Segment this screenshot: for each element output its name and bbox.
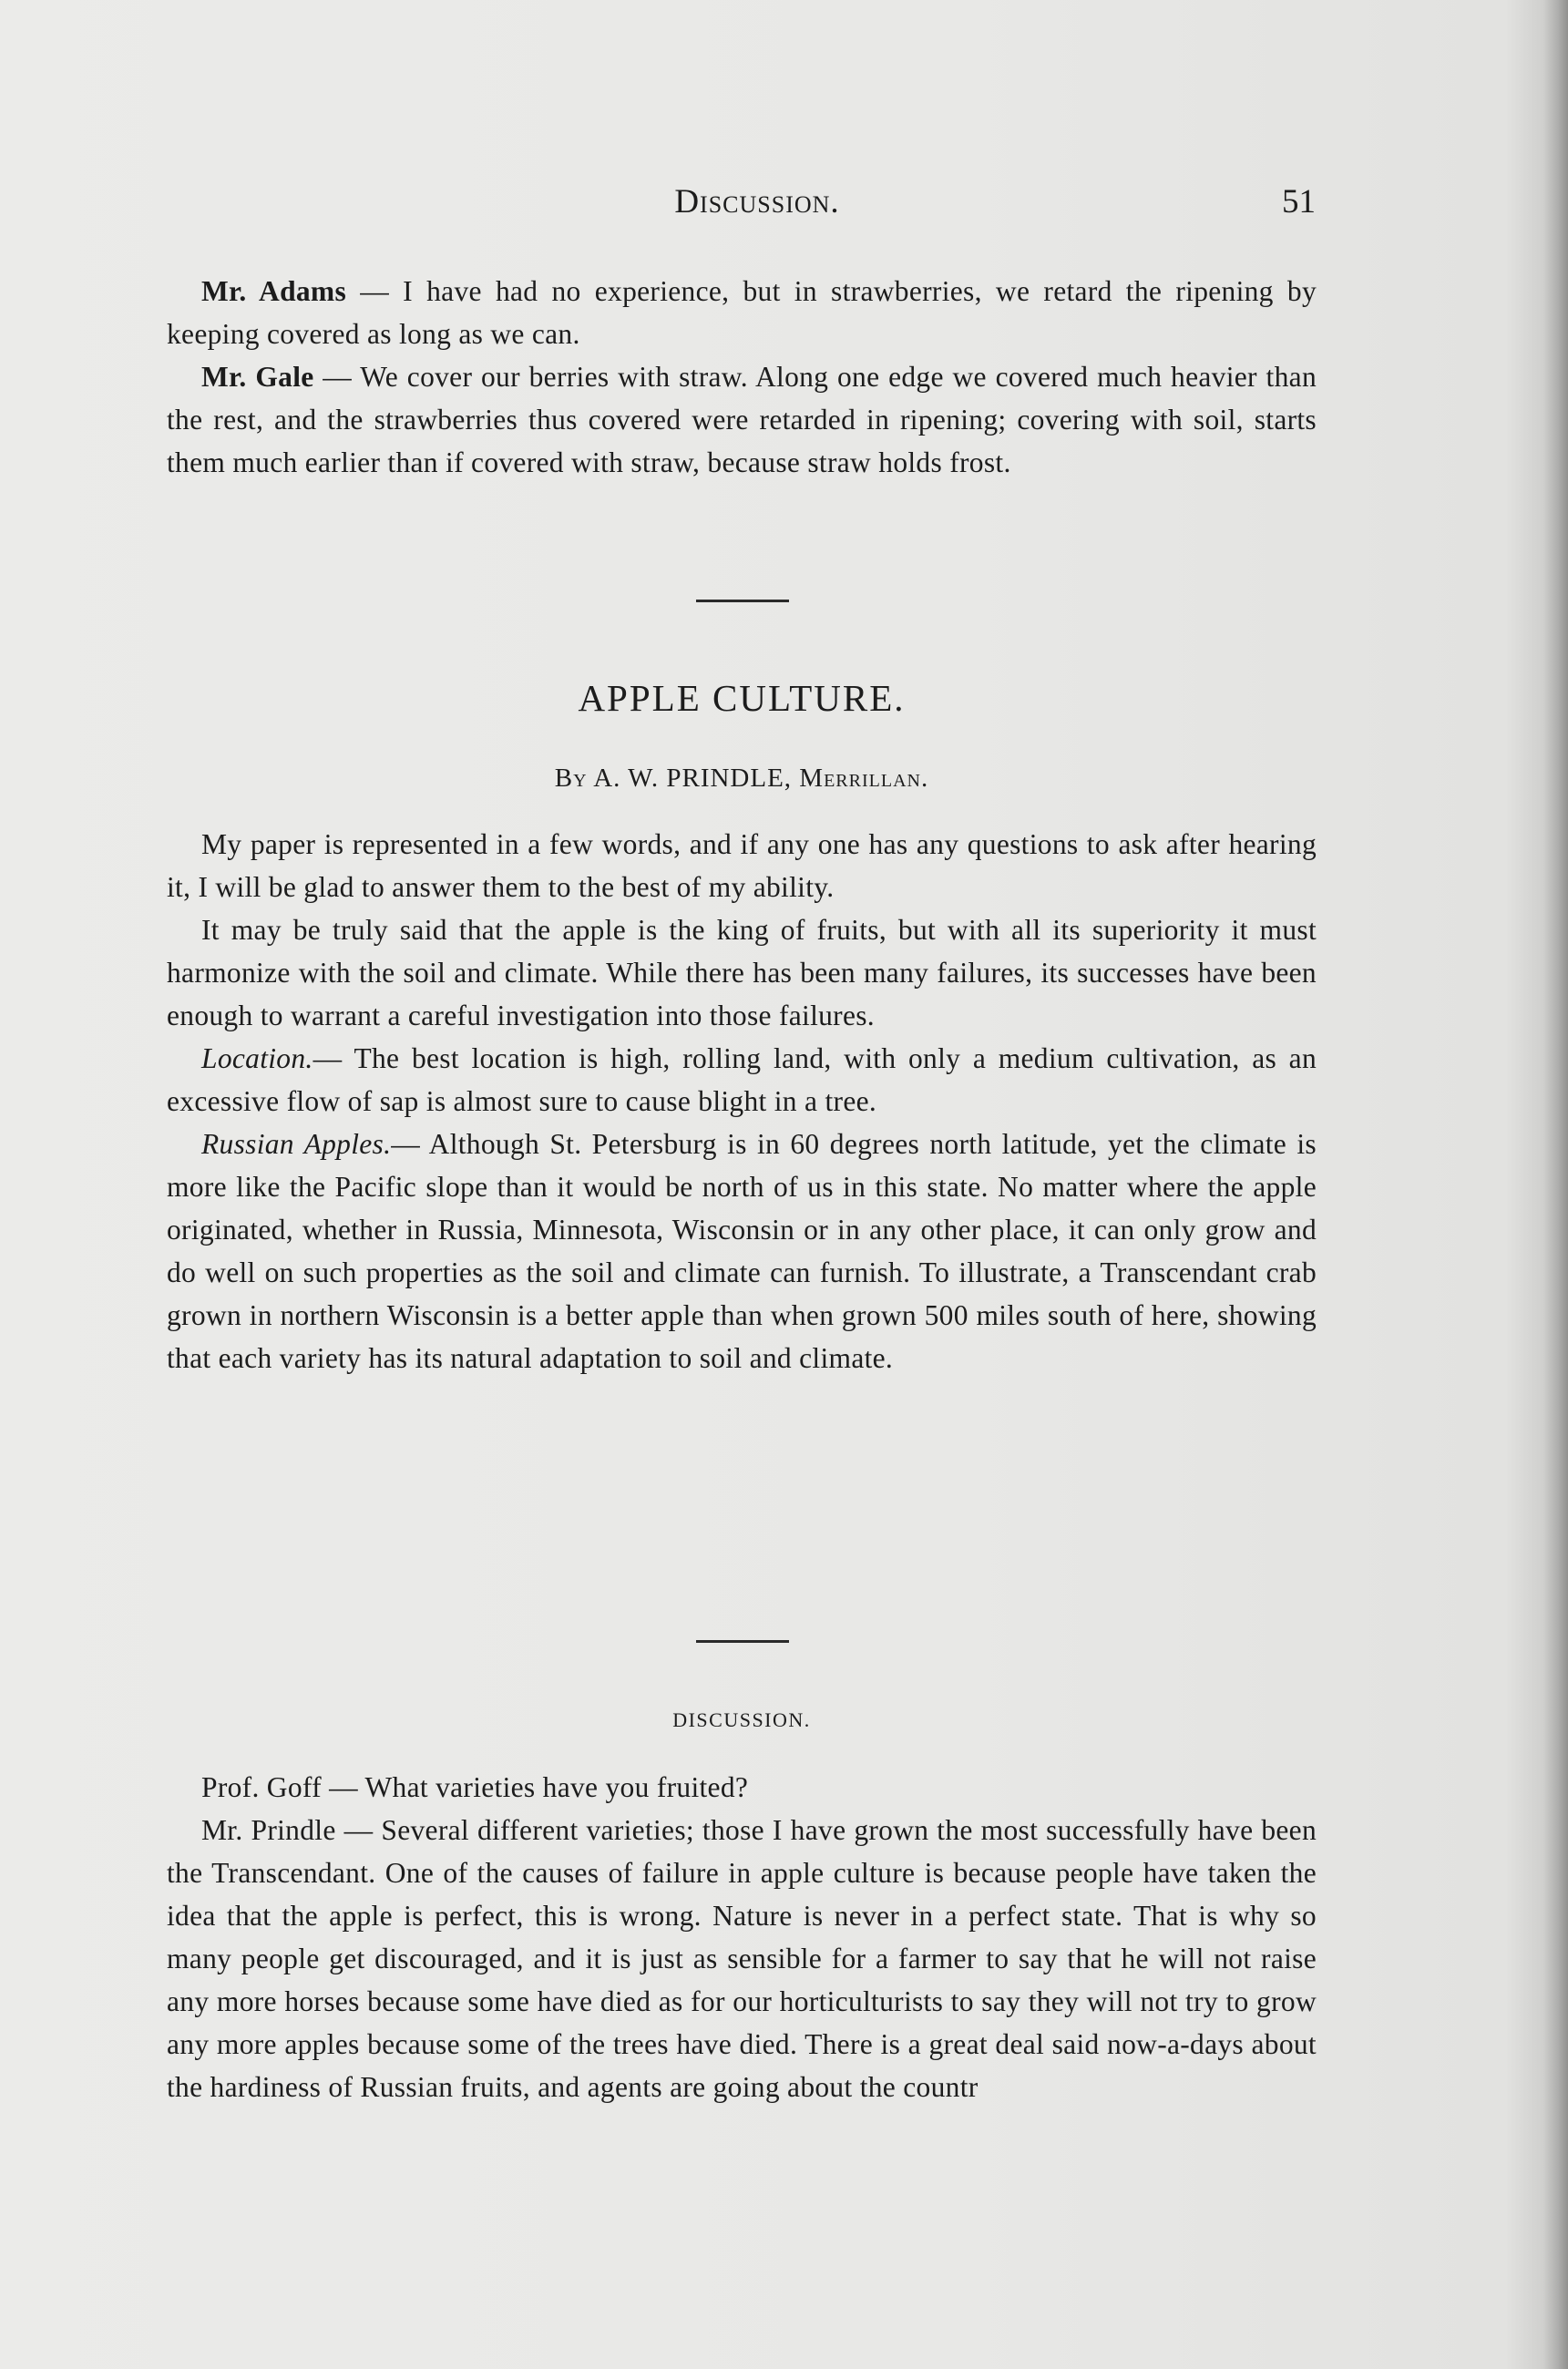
paragraph-text: — Although St. Petersburg is in 60 degrees north latitude, yet the climate is more like the Pacific slope than it would be north of us in this state. No matter where the apple originated, whether in Russia, Minnesota, Wisconsin or in any other place, it can only grow and do well on such properties as the soil and climate can furnish. To illustrate, a Transcendant crab grown in northern Wisconsin is a better apple than when grown 500 miles south of here, showing that each variety has its natural adaptation to soil and climate.	[167, 1128, 1317, 1374]
page-edge-shadow	[1542, 0, 1568, 2369]
discussion-paragraph	[167, 270, 1317, 355]
paragraph-text: — The best location is high, rolling land, with only a medium cultivation, as an excessive flow of sap is almost sure to cause blight in a tree.	[167, 1042, 1317, 1117]
discussion-body	[167, 1766, 1317, 2108]
article-paragraph	[167, 908, 1317, 1037]
discussion-heading: DISCUSSION.	[672, 1708, 811, 1731]
article-paragraph	[167, 1123, 1317, 1379]
running-head-title: Discussion.	[674, 183, 840, 220]
byline-place: Merrillan.	[799, 764, 929, 793]
speaker-text: — We cover our berries with straw. Along one edge we covered much heavier than the rest, and the strawberries thus covered were retarded in ripening; covering with soil, starts them much earlier than if covered with straw, because straw holds frost.	[167, 361, 1317, 478]
article-title: APPLE CULTURE.	[578, 677, 906, 719]
speaker-name: Mr. Prindle	[201, 1814, 336, 1846]
article-paragraph	[167, 1037, 1317, 1123]
discussion-paragraph	[167, 1766, 1317, 1809]
page-number: 51	[1282, 183, 1316, 220]
paragraph-text: It may be truly said that the apple is the king of fruits, but with all its superiority it must harmonize with the soil and climate. While there has been many failures, its successes have been enough to warrant a careful investigation into those failures.	[167, 914, 1317, 1031]
article-body	[167, 823, 1317, 1379]
discussion-paragraph	[167, 1809, 1317, 2108]
speaker-name: Prof. Goff	[201, 1771, 322, 1803]
section-divider	[696, 1640, 789, 1643]
running-head	[199, 182, 1316, 237]
speaker-name: Mr. Adams	[201, 275, 347, 307]
byline-author: A. W. PRINDLE,	[593, 764, 793, 793]
speaker-text: — I have had no experience, but in strawberries, we retard the ripening by keeping covered as long as we can.	[167, 275, 1317, 350]
article-byline	[167, 764, 1317, 794]
article-paragraph	[167, 823, 1317, 908]
intro-discussion	[167, 270, 1317, 484]
paragraph-lead: Russian Apples.	[201, 1128, 392, 1160]
paragraph-lead: Location.	[201, 1042, 313, 1074]
byline-prefix: By	[554, 764, 588, 793]
discussion-paragraph	[167, 355, 1317, 484]
speaker-text: — What varieties have you fruited?	[321, 1771, 749, 1803]
paragraph-text: My paper is represented in a few words, and if any one has any questions to ask after hearing it, I will be glad to answer them to the best of my ability.	[167, 828, 1317, 903]
section-divider	[696, 600, 789, 602]
speaker-text: — Several different varieties; those I have grown the most successfully have been the Transcendant. One of the causes of failure in apple culture is because people have taken the idea that the apple is perfect, this is wrong. Nature is never in a perfect state. That is why so many people get discouraged, and it is just as sensible for a farmer to say that he will not raise any more horses because some have died as for our horticulturists to say they will not try to grow any more apples because some of the trees have died. There is a great deal said now-a-days about the hardiness of Russian fruits, and agents are going about the countr	[167, 1814, 1317, 2103]
speaker-name: Mr. Gale	[201, 361, 314, 393]
